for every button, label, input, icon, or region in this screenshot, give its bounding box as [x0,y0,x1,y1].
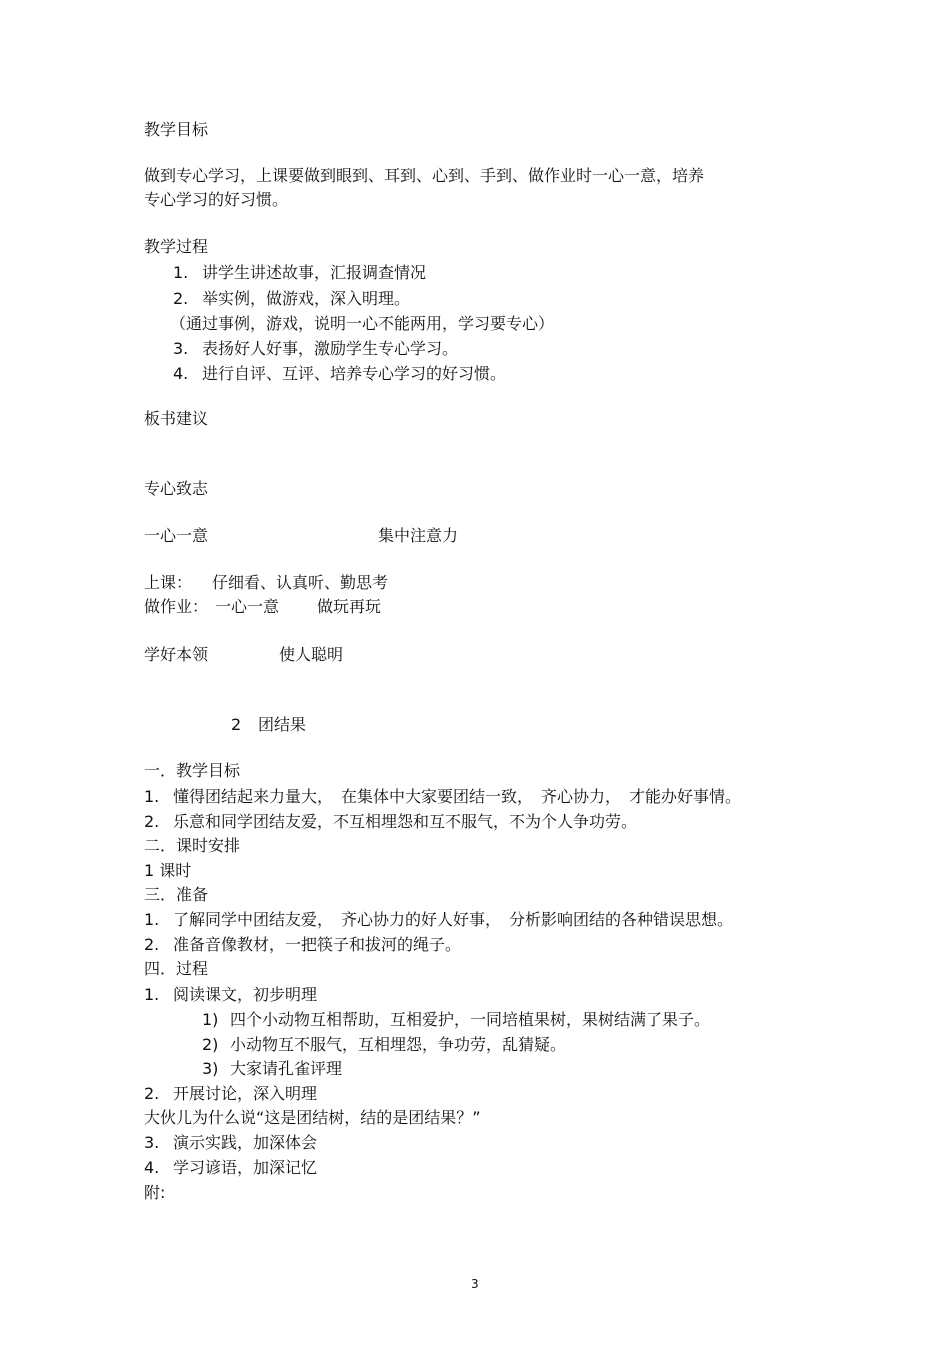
s2-process-num-1: 1. [144,985,160,1004]
heading-teaching-process: 教学过程 [144,237,209,256]
s2-goal-1: 懂得团结起来力量大， 在集体中大家要团结一致， 齐心协力， 才能办好事情。 [173,787,742,806]
lesson-number: 2 [231,715,242,734]
process-item-1: 讲学生讲述故事，汇报调查情况 [202,263,427,282]
s2-sub-num-3: 3) [202,1059,219,1078]
process-item-3: 表扬好人好事，激励学生专心学习。 [202,339,459,358]
s2-sub-2: 小动物互不服气，互相埋怨，争功劳，乱猜疑。 [230,1035,567,1054]
process-item-4: 进行自评、互评、培养专心学习的好习惯。 [202,364,507,383]
s2-heading-process: 四．过程 [144,959,209,978]
s2-heading-prep: 三．准备 [144,885,209,904]
page-number: 3 [471,1277,479,1291]
lesson-title: 团结果 [258,715,307,734]
board-row2-text: 仔细看、认真听、勤思考 [212,573,389,592]
process-num-4: 4. [173,364,189,383]
s2-goal-2: 乐意和同学团结友爱，不互相埋怨和互不服气，不为个人争功劳。 [173,812,638,831]
s2-process-num-4: 4. [144,1158,160,1177]
s2-prep-1: 了解同学中团结友爱， 齐心协力的好人好事， 分析影响团结的各种错误思想。 [173,910,734,929]
process-item-2: 举实例，做游戏，深入明理。 [202,289,411,308]
s2-sub-3: 大家请孔雀评理 [230,1059,343,1078]
board-row4-right: 使人聪明 [279,645,344,664]
board-row3-label: 做作业： [144,597,209,616]
board-row1-left: 一心一意 [144,526,209,545]
s2-sub-1: 四个小动物互相帮助，互相爱护，一同培植果树，果树结满了果子。 [230,1010,711,1029]
board-row3-right: 做玩再玩 [317,597,382,616]
s2-heading-hours: 二．课时安排 [144,836,241,855]
board-row4-left: 学好本领 [144,645,209,664]
board-row3-left: 一心一意 [215,597,280,616]
s2-prep-num-2: 2. [144,935,160,954]
s2-hours: 1 课时 [144,861,192,880]
process-num-2: 2. [173,289,189,308]
board-row1-right: 集中注意力 [378,526,459,545]
s2-process-num-3: 3. [144,1133,160,1152]
s2-process-1: 阅读课文，初步明理 [173,985,318,1004]
s2-process-3: 演示实践，加深体会 [173,1133,318,1152]
board-title: 专心致志 [144,479,209,498]
s2-process-num-2: 2. [144,1084,160,1103]
s2-goal-num-2: 2. [144,812,160,831]
s2-goal-num-1: 1. [144,787,160,806]
goal-line-1: 做到专心学习，上课要做到眼到、耳到、心到、手到、做作业时一心一意，培养 [144,166,705,185]
s2-prep-num-1: 1. [144,910,160,929]
s2-sub-num-1: 1) [202,1010,219,1029]
s2-heading-goals: 一．教学目标 [144,761,241,780]
goal-line-2: 专心学习的好习惯。 [144,190,289,209]
heading-board-suggestion: 板书建议 [144,409,209,428]
s2-process-2: 开展讨论，深入明理 [173,1084,318,1103]
process-num-1: 1. [173,263,189,282]
board-row2-label: 上课： [144,573,193,592]
process-note: （通过事例，游戏，说明一心不能两用，学习要专心） [170,314,555,333]
process-num-3: 3. [173,339,189,358]
s2-prep-2: 准备音像教材，一把筷子和拔河的绳子。 [173,935,462,954]
s2-question: 大伙儿为什么说“这是团结树，结的是团结果？” [144,1108,481,1127]
heading-teaching-goal: 教学目标 [144,120,209,139]
s2-appendix: 附: [144,1183,166,1202]
s2-process-4: 学习谚语，加深记忆 [173,1158,318,1177]
s2-sub-num-2: 2) [202,1035,219,1054]
